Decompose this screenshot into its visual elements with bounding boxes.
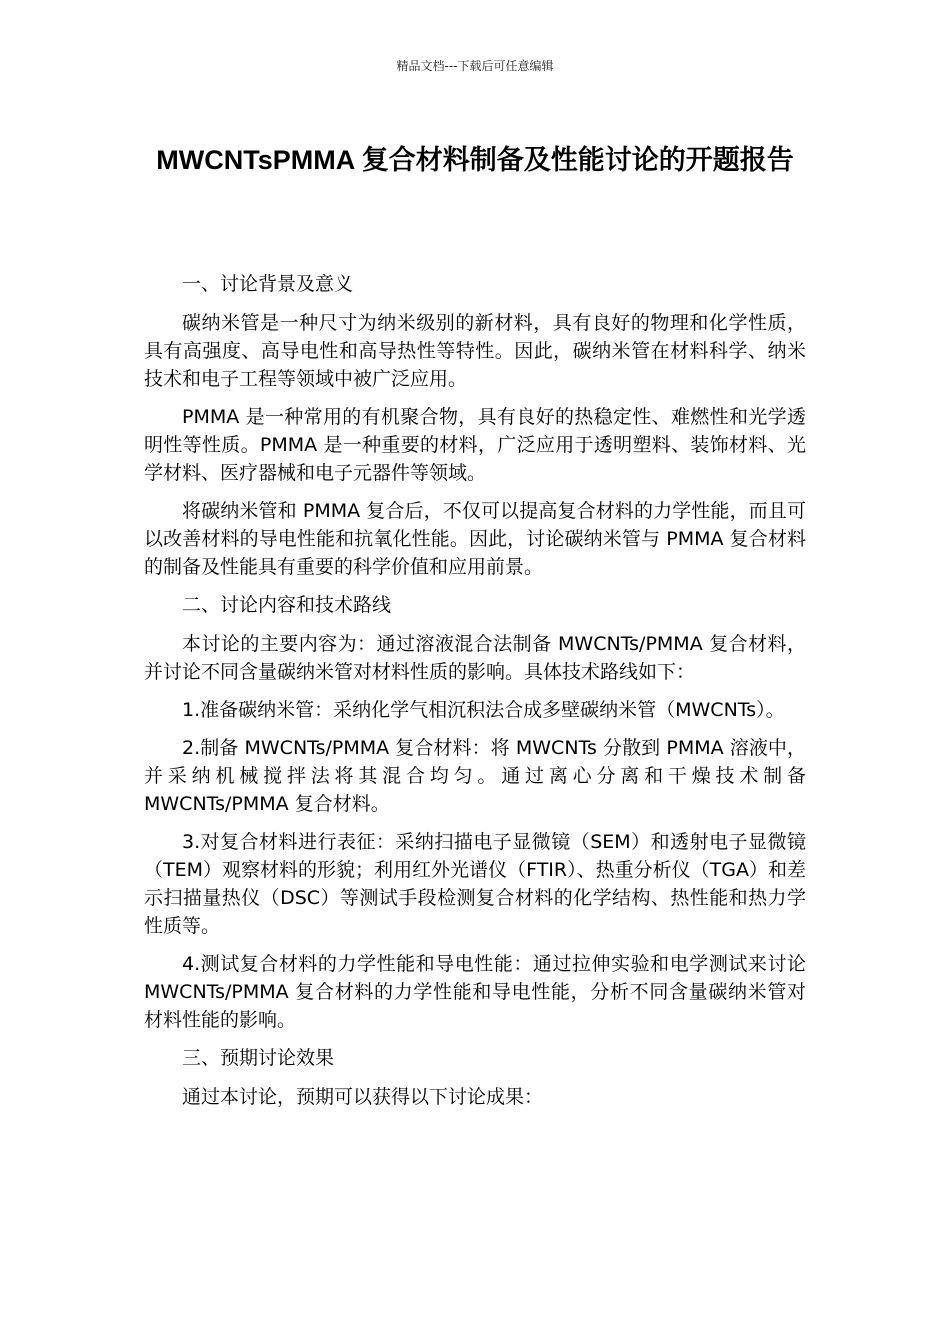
list-item-step-2: 2.制备 MWCNTs/PMMA 复合材料：将 MWCNTs 分散到 PMMA 溶液中，并采纳机械搅拌法将其混合均匀。通过离心分离和干燥技术制备 MWCNTs/PMMA 复合材料。 [144, 737, 806, 815]
paragraph: 本讨论的主要内容为：通过溶液混合法制备 MWCNTs/PMMA 复合材料，并讨论不同含量碳纳米管对材料性质的影响。具体技术路线如下： [144, 633, 806, 683]
paragraph: 通过本讨论，预期可以获得以下讨论成果： [182, 1086, 544, 1108]
section-heading-content-route: 二、讨论内容和技术路线 [182, 594, 392, 616]
document-body [144, 270, 806, 1121]
list-item-step-4: 4.测试复合材料的力学性能和导电性能：通过拉伸实验和电学测试来讨论 MWCNTs/PMMA 复合材料的力学性能和导电性能，分析不同含量碳纳米管对材料性能的影响。 [144, 953, 806, 1031]
list-item-step-1: 1.准备碳纳米管：采纳化学气相沉积法合成多壁碳纳米管（MWCNTs）。 [182, 699, 785, 721]
paragraph: 将碳纳米管和 PMMA 复合后，不仅可以提高复合材料的力学性能，而且可以改善材料的导电性能和抗氧化性能。因此，讨论碳纳米管与 PMMA 复合材料的制备及性能具有重要的科学价值和应用前景。 [144, 500, 806, 578]
paragraph: PMMA 是一种常用的有机聚合物，具有良好的热稳定性、难燃性和光学透明性等性质。PMMA 是一种重要的材料，广泛应用于透明塑料、装饰材料、光学材料、医疗器械和电子元器件等领域。 [144, 406, 806, 484]
document-title: MWCNTsPMMA 复合材料制备及性能讨论的开题报告 [156, 145, 794, 175]
header-note: 精品文档---下载后可任意编辑 [396, 59, 554, 73]
section-heading-background: 一、讨论背景及意义 [182, 273, 354, 295]
section-heading-expected-results: 三、预期讨论效果 [182, 1047, 335, 1069]
list-item-step-3: 3.对复合材料进行表征：采纳扫描电子显微镜（SEM）和透射电子显微镜（TEM）观察材料的形貌；利用红外光谱仪（FTIR）、热重分析仪（TGA）和差示扫描量热仪（DSC）等测试手段检测复合材料的化学结构、热性能和热力学性质等。 [144, 831, 806, 937]
paragraph: 碳纳米管是一种尺寸为纳米级别的新材料，具有良好的物理和化学性质，具有高强度、高导电性和高导热性等特性。因此，碳纳米管在材料科学、纳米技术和电子工程等领域中被广泛应用。 [144, 312, 806, 390]
